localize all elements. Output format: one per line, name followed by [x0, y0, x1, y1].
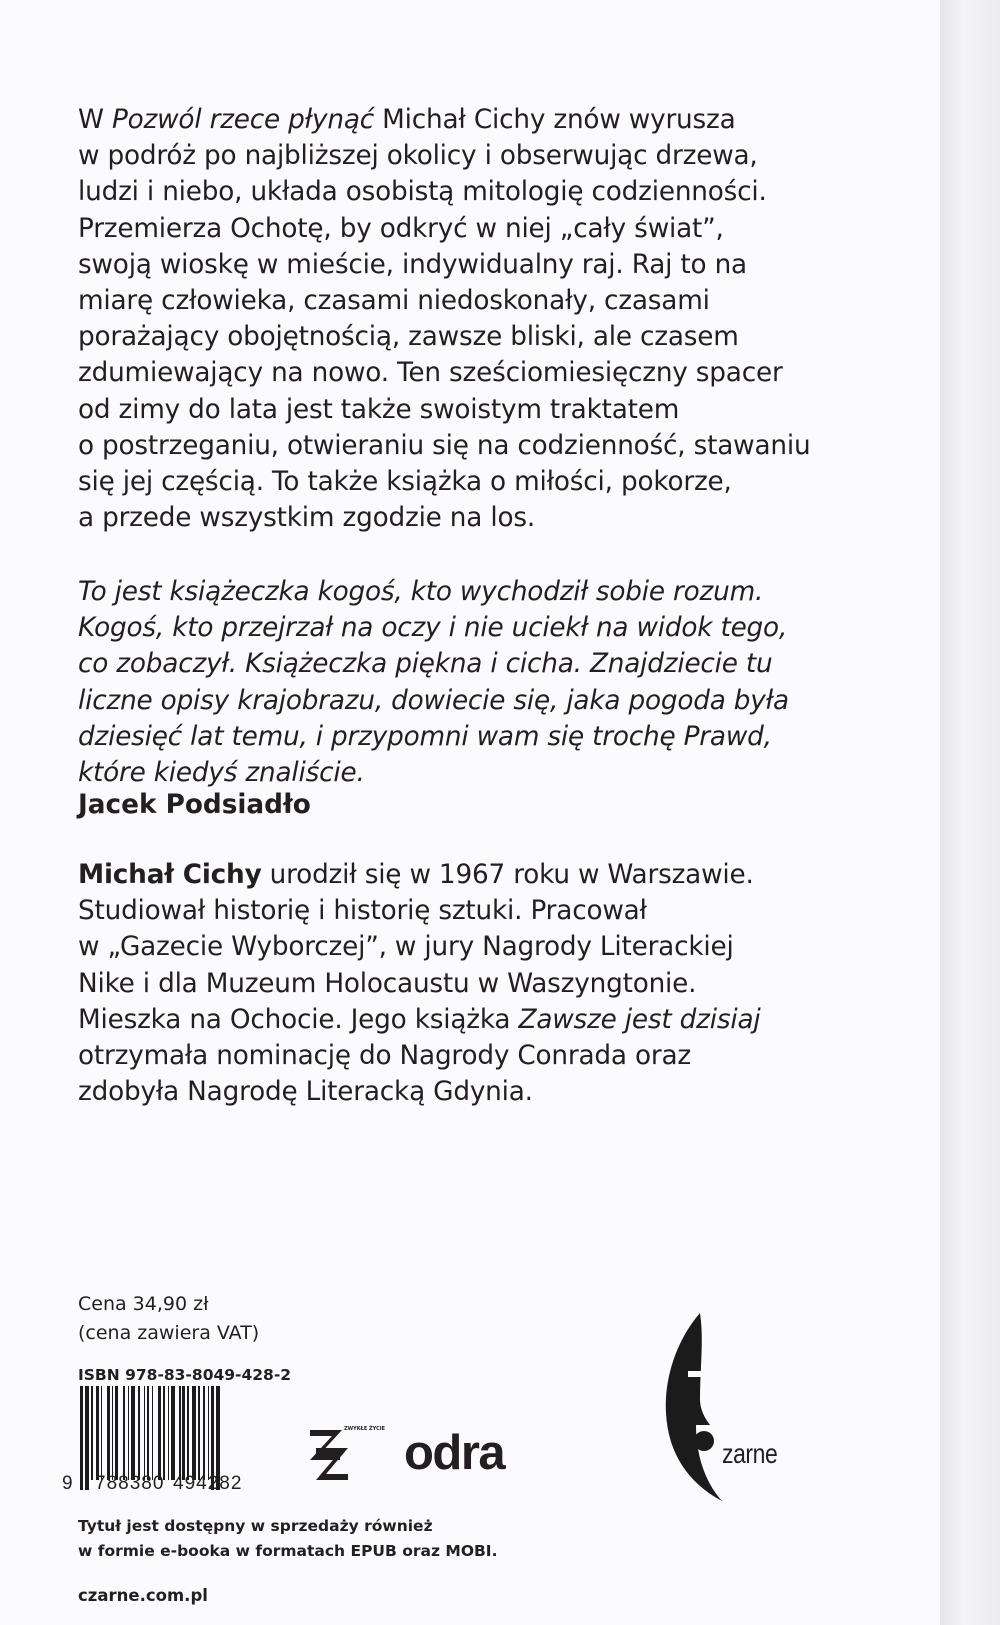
review-quote: To jest książeczka kogoś, kto wychodził sobie rozum. Kogoś, kto przejrzał na oczy i nie uciekł na widok tego, co zobaczył. Książeczka piękna i cicha. Znajdziecie tu liczne opisy krajobrazu, dowiecie się, jaka pogoda była dziesięć lat temu, i przypomni wam się trochę Prawd, które kiedyś znaliście.: [78, 577, 789, 789]
barcode-bar: [85, 1386, 89, 1490]
barcode-bar: [96, 1386, 99, 1480]
barcode-bar: [187, 1386, 188, 1480]
barcode-bar: [208, 1386, 209, 1480]
czarne-logo-text: zarne: [722, 1438, 778, 1469]
barcode-bar: [80, 1386, 83, 1490]
blurb-intro: W: [78, 105, 112, 135]
barcode-bar: [168, 1386, 169, 1480]
blurb-text: Michał Cichy znów wyrusza w podróż po najbliższej okolicy i obserwując drzewa, ludzi i niebo, układa osobistą mitologię codzienności. Przemierza Ochotę, by odkryć w niej „cały świat”, swoją wioskę w mieście, indywidualny raj. Raj to na miarę człowieka, czasami niedoskonały, czasami porażający obojętnością, zawsze bliski, ale czasem zdumiewający na nowo. Ten sześciomiesięczny spacer od zimy do lata jest także swoistym traktatem o postrzeganiu, otwieraniu się na codzienność, stawaniu się jej częścią. To także książka o miłości, pokorze, a przede wszystkim zgodzie na los.: [78, 105, 811, 534]
price-label: Cena 34,90 zł: [78, 1293, 209, 1315]
barcode-bar: [91, 1386, 92, 1480]
author-bio: [78, 857, 868, 1110]
ebook-note-line-2: w formie e-booka w formatach EPUB oraz MOBI.: [78, 1542, 498, 1560]
barcode-bar: [131, 1386, 135, 1480]
book-edge: [940, 0, 1000, 1625]
barcode-bar: [107, 1386, 110, 1480]
barcode-bar: [182, 1386, 185, 1480]
barcode-bar: [101, 1386, 102, 1480]
publisher-website: czarne.com.pl: [78, 1586, 208, 1605]
barcode-digits-left: 788380: [95, 1473, 165, 1494]
vat-note: (cena zawiera VAT): [78, 1322, 260, 1344]
barcode-bar: [158, 1386, 161, 1480]
barcode-bar: [123, 1386, 124, 1480]
barcode-bar: [147, 1386, 148, 1480]
barcode-bar: [163, 1386, 164, 1480]
quote-author: Jacek Podsiadło: [78, 790, 311, 820]
barcode-bar: [152, 1386, 153, 1480]
barcode-bar: [171, 1386, 175, 1480]
barcode-bar: [112, 1386, 113, 1480]
zwykle-zycie-logo: [310, 1424, 386, 1482]
barcode-lead-digit: 9: [62, 1473, 74, 1494]
bio-book-title: Zawsze jest dzisiaj: [518, 1004, 761, 1035]
zwykle-zycie-small-text: ZWYKŁE ŻYCIE: [344, 1426, 386, 1432]
barcode-bar: [128, 1386, 129, 1480]
barcode-bar: [138, 1386, 141, 1480]
bio-text-2: otrzymała nominację do Nagrody Conrada oraz zdobyła Nagrodę Literacką Gdynia.: [78, 1041, 691, 1108]
isbn-label: ISBN 978-83-8049-428-2: [78, 1366, 292, 1384]
author-name: Michał Cichy: [78, 860, 262, 890]
blurb-book-title: Pozwól rzece płynąć: [111, 105, 375, 135]
blurb-paragraph: [78, 102, 868, 536]
barcode-digits-right: 494282: [173, 1473, 243, 1494]
barcode-bar: [179, 1386, 180, 1480]
bio-text-1: urodził się w 1967 roku w Warszawie. Studiował historię i historię sztuki. Pracował w „Gazecie Wyborczej”, w jury Nagrody Literackiej Nike i dla Muzeum Holocaustu w Waszyngtonie. Mieszka na Ochocie. Jego książka: [78, 860, 754, 1035]
barcode-bar: [192, 1386, 196, 1480]
barcode-bar: [115, 1386, 118, 1480]
odra-logo: odra: [404, 1426, 505, 1480]
barcode-bar: [198, 1386, 199, 1480]
barcode-bar: [144, 1386, 145, 1480]
ebook-note-line-1: Tytuł jest dostępny w sprzedaży również: [78, 1517, 433, 1535]
czarne-logo-mark: [664, 1313, 736, 1501]
barcode-bar: [203, 1386, 204, 1480]
